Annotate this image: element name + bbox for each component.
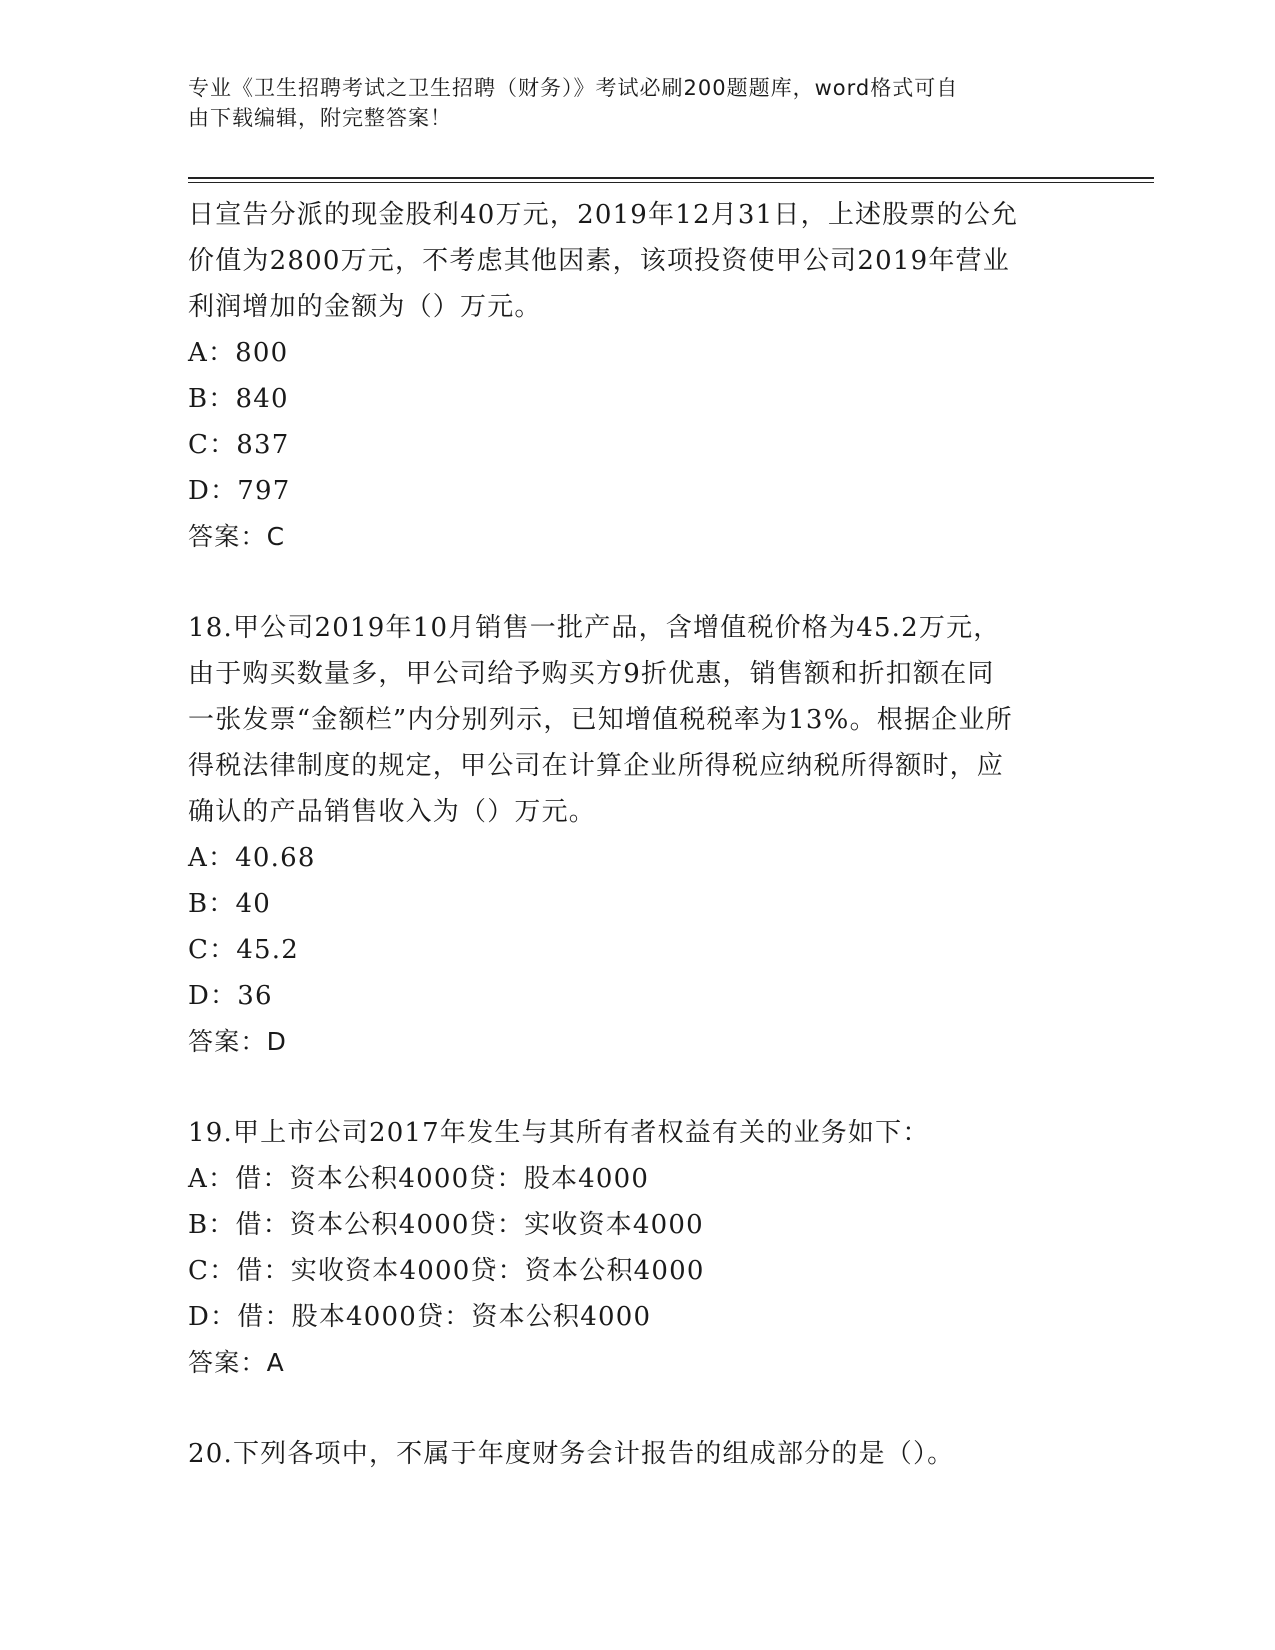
option-c: C：837 xyxy=(188,430,290,460)
header-divider-thick xyxy=(188,177,1154,179)
option-a: A：借：资本公积4000贷：股本4000 xyxy=(188,1164,650,1194)
answer-line: 答案：C xyxy=(188,522,286,551)
question-stem-line: 价值为2800万元，不考虑其他因素，该项投资使甲公司2019年营业 xyxy=(188,246,1010,276)
question-stem-line: 一张发票“金额栏”内分别列示，已知增值税税率为13%。根据企业所 xyxy=(188,705,1013,735)
answer-line: 答案：A xyxy=(188,1348,285,1377)
question-19 xyxy=(188,1110,1088,1386)
question-20 xyxy=(188,1431,1088,1477)
question-stem-line: 利润增加的金额为（）万元。 xyxy=(188,292,542,322)
question-spacer xyxy=(188,560,1088,605)
question-stem-line: 日宣告分派的现金股利40万元，2019年12月31日，上述股票的公允 xyxy=(188,200,1019,230)
header-line-2: 由下载编辑，附完整答案！ xyxy=(188,106,452,130)
option-c: C：45.2 xyxy=(188,935,299,965)
header-line-1: 专业《卫生招聘考试之卫生招聘（财务）》考试必刷200题题库，word格式可自 xyxy=(188,76,959,100)
option-d: D：36 xyxy=(188,981,273,1011)
option-a: A：40.68 xyxy=(188,843,316,873)
question-stem-line: 20.下列各项中，不属于年度财务会计报告的组成部分的是（）。 xyxy=(188,1439,955,1469)
question-stem-line: 18.甲公司2019年10月销售一批产品，含增值税价格为45.2万元， xyxy=(188,613,1001,643)
option-b: B：840 xyxy=(188,384,289,414)
question-spacer xyxy=(188,1386,1088,1431)
question-stem-line: 由于购买数量多，甲公司给予购买方9折优惠，销售额和折扣额在同 xyxy=(188,659,995,689)
option-d: D：借：股本4000贷：资本公积4000 xyxy=(188,1302,652,1332)
question-spacer xyxy=(188,1065,1088,1110)
question-stem-line: 得税法律制度的规定，甲公司在计算企业所得税应纳税所得额时，应 xyxy=(188,751,1005,781)
option-a: A：800 xyxy=(188,338,289,368)
question-18 xyxy=(188,605,1088,1065)
option-c: C：借：实收资本4000贷：资本公积4000 xyxy=(188,1256,705,1286)
question-list xyxy=(188,192,1088,1477)
option-d: D：797 xyxy=(188,476,291,506)
document-header xyxy=(188,73,1088,133)
question-17 xyxy=(188,192,1088,560)
option-b: B：40 xyxy=(188,889,271,919)
question-stem-line: 确认的产品销售收入为（）万元。 xyxy=(188,797,597,827)
question-stem-line: 19.甲上市公司2017年发生与其所有者权益有关的业务如下： xyxy=(188,1118,930,1148)
header-divider-thin xyxy=(188,182,1154,183)
option-b: B：借：资本公积4000贷：实收资本4000 xyxy=(188,1210,704,1240)
answer-line: 答案：D xyxy=(188,1027,288,1056)
